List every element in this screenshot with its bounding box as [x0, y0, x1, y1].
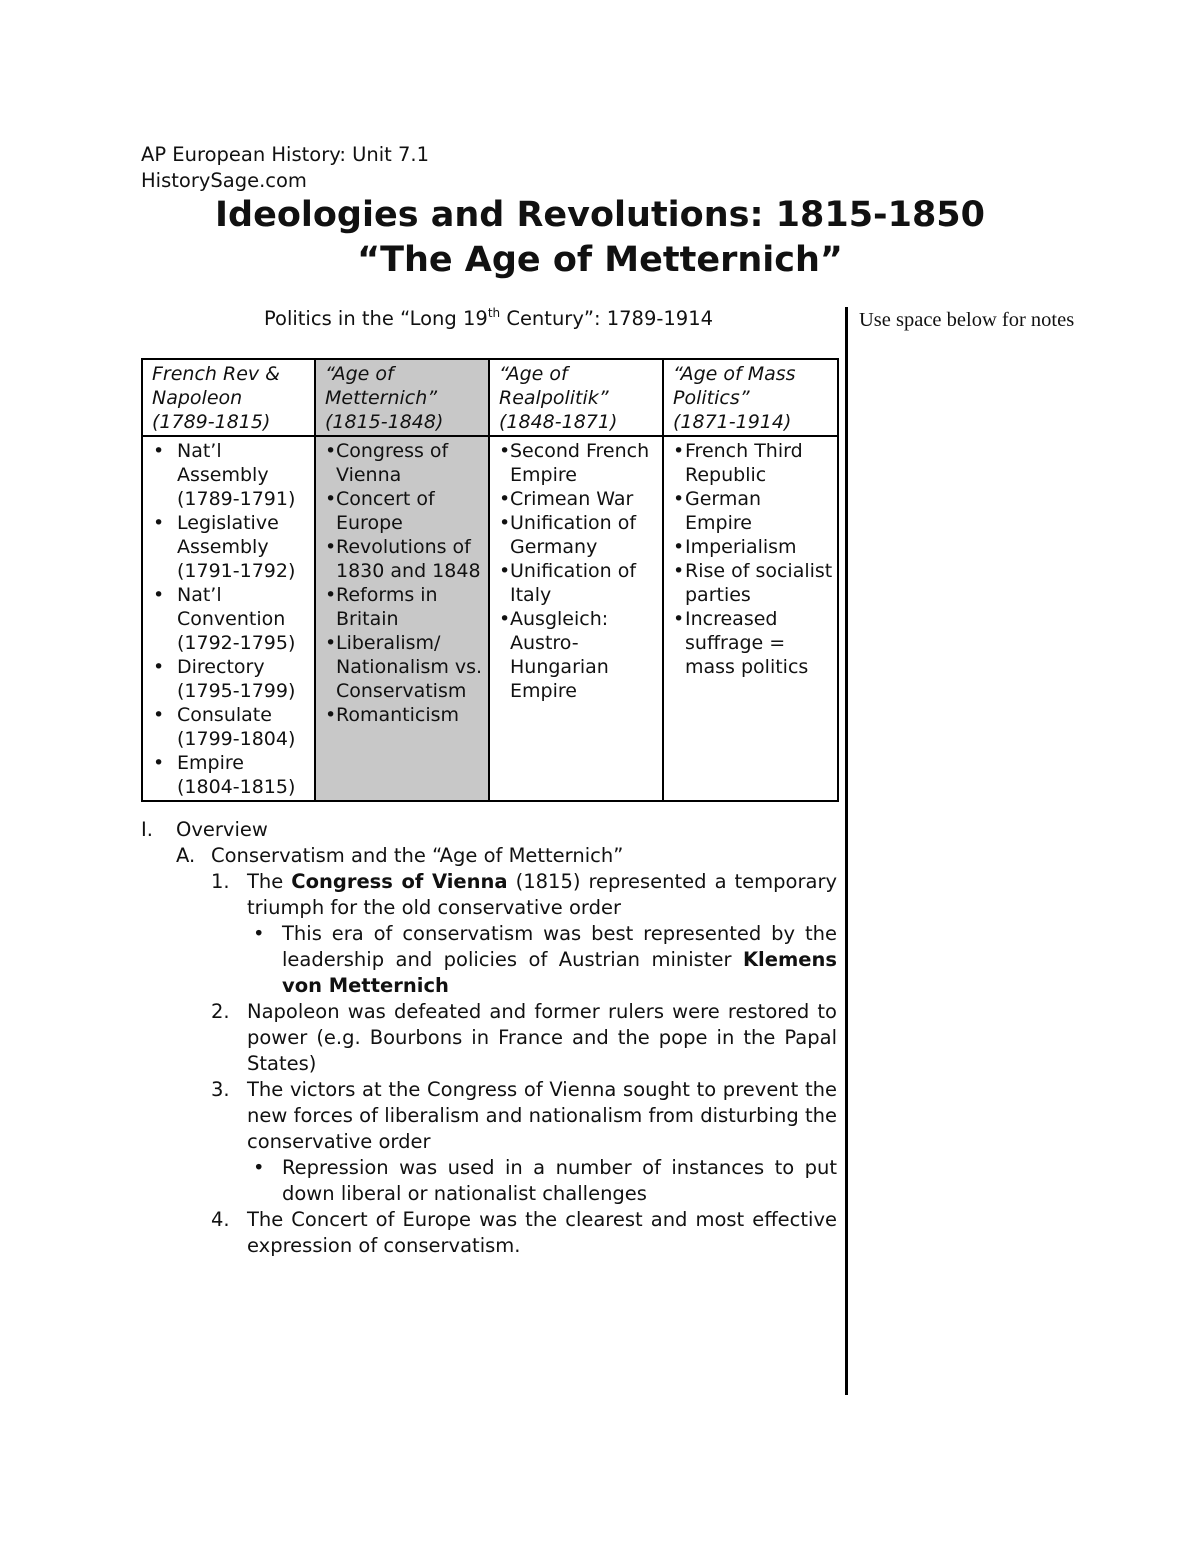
outline-bullet	[247, 921, 837, 999]
outline-text	[282, 921, 837, 999]
period-title-line2: Realpolitik”	[499, 387, 609, 409]
period-dates: (1871-1914)	[673, 411, 792, 433]
page-subtitle: “The Age of Metternich”	[357, 240, 843, 280]
outline-item	[211, 999, 837, 1077]
bullet-icon: •	[253, 922, 265, 945]
course-label: AP European History: Unit 7.1	[141, 143, 430, 166]
outline-number: 3.	[211, 1078, 230, 1101]
list-item: • Unification of Italy	[499, 559, 658, 607]
list-item: • Unification of Germany	[499, 511, 658, 559]
outline-number: 4.	[211, 1208, 230, 1231]
list-item: • Second French Empire	[499, 439, 658, 487]
list-item: • Nat’l Convention (1792-1795)	[152, 583, 310, 655]
text-run: This era of conservatism was best represented by the leadership and policies of Austrian minister	[282, 922, 837, 971]
period-events-cell	[142, 436, 315, 801]
period-events-cell	[489, 436, 663, 801]
caption-before: Politics in the “Long 19	[263, 307, 488, 330]
caption-sup: th	[487, 306, 501, 320]
outline-text: Repression was used in a number of instances to put down liberal or nationalist challenges	[282, 1156, 837, 1205]
list-item: • Revolutions of 1830 and 1848	[325, 535, 484, 583]
outline-number: 2.	[211, 1000, 230, 1023]
outline-item	[211, 1207, 837, 1259]
period-title-line1: French Rev &	[152, 363, 280, 385]
list-item: • Empire (1804-1815)	[152, 751, 310, 799]
period-title-line2: Napoleon	[152, 387, 243, 409]
caption-after: Century”: 1789-1914	[500, 307, 714, 330]
outline-text	[247, 869, 837, 921]
period-title-line1: “Age of Mass	[673, 363, 796, 385]
period-dates: (1815-1848)	[325, 411, 444, 433]
outline-item	[211, 869, 837, 921]
emphasis: Klemens von Metternich	[282, 948, 837, 997]
outline-text: Napoleon was defeated and former rulers were restored to power (e.g. Bourbons in France and the pope in the Papal States)	[247, 1000, 837, 1075]
list-item: • Ausgleich: Austro-Hungarian Empire	[499, 607, 658, 703]
notes-divider	[845, 307, 848, 1395]
table-body-row	[142, 436, 838, 801]
outline-letter: A.	[176, 844, 196, 867]
outline	[141, 817, 837, 1259]
list-item: • Crimean War	[499, 487, 658, 511]
text-run: (1815) represented a temporary triumph for the old conservative order	[247, 870, 838, 919]
outline-number: 1.	[211, 870, 230, 893]
site-label: HistorySage.com	[141, 169, 307, 192]
period-header	[489, 359, 663, 436]
outline-text: The victors at the Congress of Vienna sought to prevent the new forces of liberalism and nationalism from disturbing the conservative order	[247, 1078, 837, 1153]
period-header	[315, 359, 489, 436]
period-title-line2: Politics”	[673, 387, 750, 409]
period-title-line1: “Age of	[325, 363, 394, 385]
outline-heading: Overview	[176, 818, 268, 841]
list-item: • Congress of Vienna	[325, 439, 484, 487]
period-header	[663, 359, 838, 436]
list-item: • Rise of socialist parties	[673, 559, 833, 607]
list-item: • Romanticism	[325, 703, 484, 727]
period-title-line1: “Age of	[499, 363, 568, 385]
period-events-cell	[315, 436, 489, 801]
list-item: • Liberalism/ Nationalism vs. Conservatism	[325, 631, 484, 703]
period-dates: (1848-1871)	[499, 411, 618, 433]
outline-bullet	[247, 1155, 837, 1207]
period-header	[142, 359, 315, 436]
outline-number: I.	[141, 818, 153, 841]
outline-section	[141, 817, 837, 843]
notes-label: Use space below for notes	[859, 309, 1075, 331]
list-item: • Consulate (1799-1804)	[152, 703, 310, 751]
page-title: Ideologies and Revolutions: 1815-1850	[215, 195, 985, 235]
list-item: • Nat’l Assembly (1789-1791)	[152, 439, 310, 511]
text-run: The	[247, 870, 292, 893]
period-events-cell	[663, 436, 838, 801]
list-item: • Directory (1795-1799)	[152, 655, 310, 703]
list-item: • Concert of Europe	[325, 487, 484, 535]
emphasis: Congress of Vienna	[291, 870, 508, 893]
period-dates: (1789-1815)	[152, 411, 271, 433]
table-header-row	[142, 359, 838, 436]
list-item: • Legislative Assembly (1791-1792)	[152, 511, 310, 583]
list-item: • Reforms in Britain	[325, 583, 484, 631]
outline-item	[211, 1077, 837, 1155]
periods-table	[141, 358, 839, 802]
list-item: • Increased suffrage = mass politics	[673, 607, 833, 679]
list-item: • French Third Republic	[673, 439, 833, 487]
table-caption	[141, 305, 836, 333]
period-title-line2: Metternich”	[325, 387, 438, 409]
outline-subsection	[176, 843, 837, 869]
list-item: • German Empire	[673, 487, 833, 535]
outline-text: The Concert of Europe was the clearest and most effective expression of conservatism.	[247, 1208, 837, 1257]
outline-subheading: Conservatism and the “Age of Metternich”	[211, 844, 624, 867]
bullet-icon: •	[253, 1156, 265, 1179]
list-item: • Imperialism	[673, 535, 833, 559]
